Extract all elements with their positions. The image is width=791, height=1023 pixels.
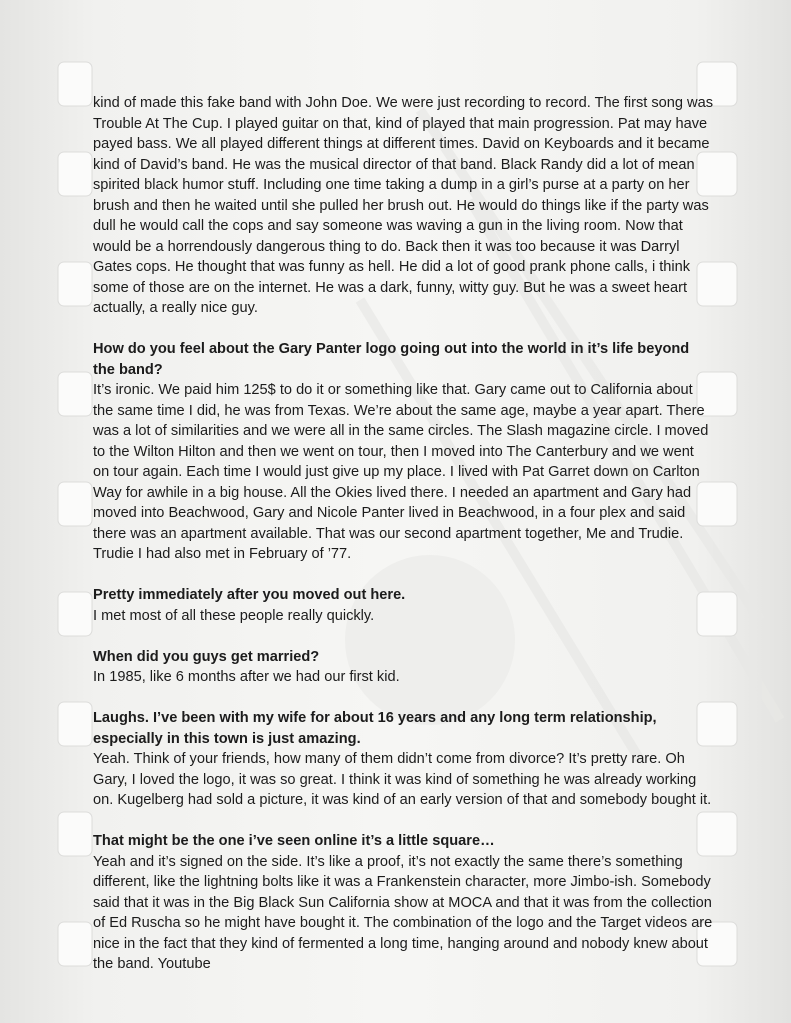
- question: How do you feel about the Gary Panter logo going out into the world in it’s life beyond the band?: [93, 341, 690, 378]
- answer: It’s ironic. We paid him 125$ to do it or something like that. Gary came out to California about the same time I did, he was from Texas. We’re about the same age, maybe a year apart. There was a lot of similarities and we were all in the same circles. The Slash magazine circle. I moved to the Wilton Hilton and then we went on tour, then I moved into The Canterbury and we went on tour again. Each time I would just give up my place. I lived with Pat Garret down on Carlton Way for awhile in a big house. All the Okies lived there. I needed an apartment and Gary had moved into Beachwood, Gary and Nicole Panter lived in Beachwood, in a four plex and said there was an apartment available. That was our second apartment together, Me and Trudie. Trudie I had also met in February of ’77.: [93, 382, 709, 562]
- question: Laughs. I’ve been with my wife for about 16 years and any long term relationship, especially in this town is just amazing.: [93, 710, 657, 747]
- qa-block-relationship: [93, 708, 713, 811]
- qa-block-square: [93, 831, 713, 975]
- answer: In 1985, like 6 months after we had our first kid.: [93, 669, 400, 685]
- question: That might be the one i’ve seen online it’s a little square…: [93, 833, 495, 849]
- interview-text: [93, 93, 713, 995]
- answer: I met most of all these people really quickly.: [93, 607, 375, 624]
- question: Pretty immediately after you moved out here.: [93, 587, 406, 603]
- answer: Yeah. Think of your friends, how many of them didn’t come from divorce? It’s pretty rare. Oh Gary, I loved the logo, it was so great. I think it was kind of something he was already working on. Kugelberg had sold a picture, it was kind of an early version of that and somebody bought it.: [93, 751, 712, 808]
- qa-block-married: [93, 647, 713, 688]
- qa-block-logo: [93, 339, 713, 565]
- answer: kind of made this fake band with John Doe. We were just recording to record. The first song was Trouble At The Cup. I played guitar on that, kind of played that main progression. Pat may have payed bass. We all played different things at different times. David on Keyboards and it became kind of David’s band. He was the musical director of that band. Black Randy did a lot of mean spirited black humor stuff. Including one time taking a dump in a girl’s purse at a party on her brush and then he waited until she pulled her brush out. He would do things like if the party was dull he would call the cops and say someone was waving a gun in the living room. Now that would be a horrendously dangerous thing to do. Back then it was too because it was Darryl Gates cops. He thought that was funny as hell. He did a lot of good prank phone calls, i think some of those are on the internet. He was a dark, funny, witty guy. But he was a sweet heart actually, a really nice guy.: [93, 95, 714, 316]
- question: When did you guys get married?: [93, 648, 320, 665]
- answer: Yeah and it’s signed on the side. It’s like a proof, it’s not exactly the same there’s something different, like the lightning bolts like it was a Frankenstein character, more Jimbo-ish. Somebody said that it was in the Big Black Sun California show at MOCA and that it was from the collection of Ed Ruscha so he might have bought it. The combination of the logo and the Target videos are nice in the fact that they kind of fermented a long time, hanging around and nobody knew about the band. Youtube: [93, 853, 713, 972]
- text-block-continued: [93, 93, 713, 319]
- qa-block-moved: [93, 585, 713, 626]
